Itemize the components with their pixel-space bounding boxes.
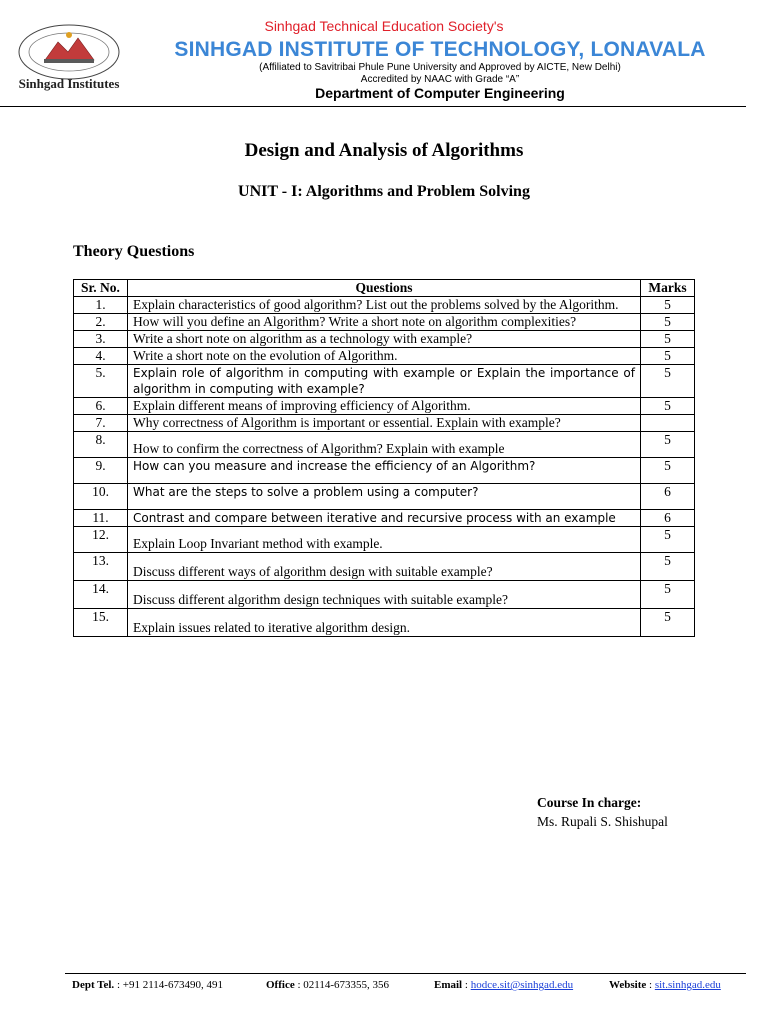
question-cell: Discuss different ways of algorithm design with suitable example?	[128, 553, 641, 581]
sr-no-cell: 15.	[74, 609, 128, 637]
marks-cell: 5	[641, 527, 695, 553]
question-cell: How will you define an Algorithm? Write a short note on algorithm complexities?	[128, 314, 641, 331]
sr-no-cell: 2.	[74, 314, 128, 331]
marks-cell: 5	[641, 553, 695, 581]
table-row	[74, 510, 695, 527]
question-cell: Explain role of algorithm in computing with example or Explain the importance of algorithm in computing with example?	[128, 365, 641, 398]
marks-cell: 5	[641, 581, 695, 609]
marks-cell: 5	[641, 458, 695, 484]
institute-name: SINHGAD INSTITUTE OF TECHNOLOGY, LONAVALA	[174, 38, 706, 61]
course-incharge-name: Ms. Rupali S. Shishupal	[537, 814, 668, 829]
question-cell: Write a short note on algorithm as a technology with example?	[128, 331, 641, 348]
marks-cell: 5	[641, 348, 695, 365]
question-cell: Discuss different algorithm design techniques with suitable example?	[128, 581, 641, 609]
website-label: Website	[609, 979, 647, 991]
sr-no-cell: 7.	[74, 415, 128, 432]
tel-label: Dept Tel.	[72, 979, 115, 991]
sr-no-cell: 1.	[74, 297, 128, 314]
marks-cell: 5	[641, 398, 695, 415]
sr-no-cell: 13.	[74, 553, 128, 581]
marks-cell: 6	[641, 510, 695, 527]
table-row	[74, 458, 695, 484]
logo-caption: Sinhgad Institutes	[18, 76, 120, 91]
marks-cell: 5	[641, 297, 695, 314]
sr-no-cell: 3.	[74, 331, 128, 348]
table-row	[74, 297, 695, 314]
questions-table	[73, 279, 695, 637]
table-row	[74, 398, 695, 415]
marks-cell: 5	[641, 314, 695, 331]
table-row	[74, 331, 695, 348]
question-cell: How can you measure and increase the efficiency of an Algorithm?	[128, 458, 641, 484]
table-row	[74, 609, 695, 637]
website-link[interactable]: sit.sinhgad.edu	[654, 979, 721, 991]
table-row	[74, 415, 695, 432]
marks-cell: 5	[641, 609, 695, 637]
marks-header: Marks	[641, 280, 695, 297]
question-cell: Explain issues related to iterative algorithm design.	[128, 609, 641, 637]
question-cell: Explain characteristics of good algorithm? List out the problems solved by the Algorithm.	[128, 297, 641, 314]
table-row	[74, 348, 695, 365]
question-cell: Write a short note on the evolution of Algorithm.	[128, 348, 641, 365]
sr-no-cell: 8.	[74, 432, 128, 458]
header-divider	[0, 106, 746, 107]
office-value: : 02114-673355, 356	[297, 979, 390, 991]
table-row	[74, 527, 695, 553]
table-row	[74, 553, 695, 581]
office-label: Office	[266, 979, 295, 991]
table-row	[74, 581, 695, 609]
email-link[interactable]: hodce.sit@sinhgad.edu	[470, 979, 574, 991]
affiliation-note: (Affiliated to Savitribai Phule Pune University and Approved by AICTE, New Delhi)	[259, 62, 621, 73]
sr-no-cell: 14.	[74, 581, 128, 609]
sr-no-cell: 5.	[74, 365, 128, 398]
department-name: Department of Computer Engineering	[315, 85, 565, 101]
section-title: Theory Questions	[73, 243, 195, 260]
sr-no-cell: 6.	[74, 398, 128, 415]
sr-no-cell: 10.	[74, 484, 128, 510]
sr-no-cell: 4.	[74, 348, 128, 365]
course-incharge-label: Course In charge:	[537, 795, 642, 810]
question-cell: Explain different means of improving efficiency of Algorithm.	[128, 398, 641, 415]
email-label: Email	[434, 979, 463, 991]
society-name: Sinhgad Technical Education Society's	[264, 18, 504, 34]
question-cell: Explain Loop Invariant method with example.	[128, 527, 641, 553]
marks-cell: 5	[641, 365, 695, 398]
table-row	[74, 432, 695, 458]
sr-no-cell: 11.	[74, 510, 128, 527]
table-row	[74, 314, 695, 331]
tel-value: : +91 2114-673490, 491	[116, 979, 223, 991]
marks-cell	[641, 415, 695, 432]
sr-no-cell: 12.	[74, 527, 128, 553]
question-cell: What are the steps to solve a problem using a computer?	[128, 484, 641, 510]
accreditation-note: Accredited by NAAC with Grade “A”	[360, 74, 520, 85]
document-title: Design and Analysis of Algorithms	[244, 140, 524, 161]
question-cell: Contrast and compare between iterative and recursive process with an example	[128, 510, 641, 527]
table-row	[74, 484, 695, 510]
marks-cell: 6	[641, 484, 695, 510]
question-cell: How to confirm the correctness of Algorithm? Explain with example	[128, 432, 641, 458]
marks-cell: 5	[641, 432, 695, 458]
marks-cell: 5	[641, 331, 695, 348]
question-cell: Why correctness of Algorithm is important or essential. Explain with example?	[128, 415, 641, 432]
questions-header: Questions	[128, 280, 641, 297]
footer-divider	[65, 973, 746, 974]
sr-no-header: Sr. No.	[74, 280, 128, 297]
unit-title: UNIT - I: Algorithms and Problem Solving	[238, 183, 530, 200]
table-row	[74, 365, 695, 398]
table-header-row	[74, 280, 695, 297]
sr-no-cell: 9.	[74, 458, 128, 484]
